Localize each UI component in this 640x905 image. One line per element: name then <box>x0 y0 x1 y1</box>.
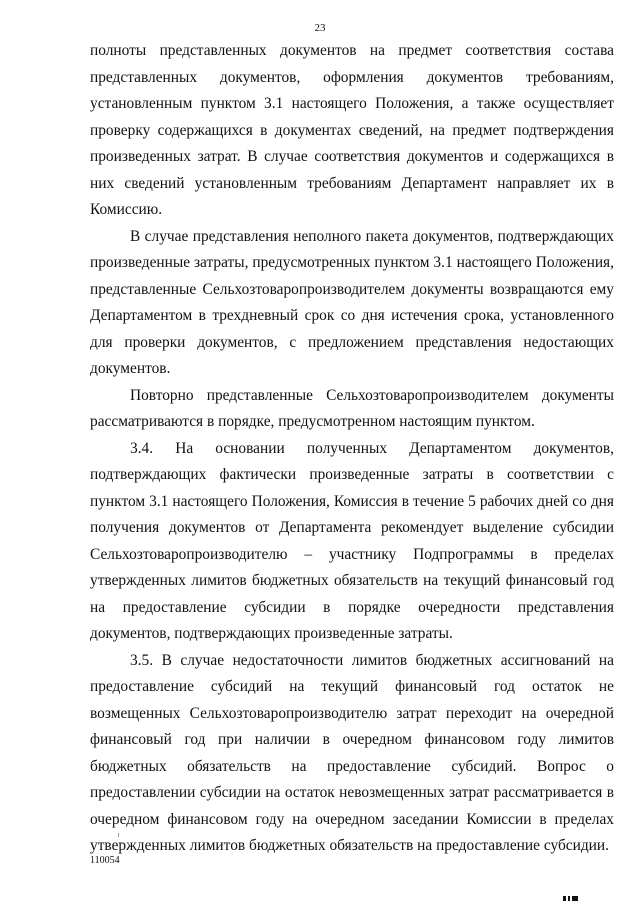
paragraph-incomplete-package: В случае представления неполного пакета документов, подтверждающих произведенные затраты, предусмотренных пунктом 3.1 настоящего Положения, представленные Сельхозтоваропроизводителем документы возвращаются ему Департаментом в трехдневный срок со дня истечения срока, установленного для проверки документов, с предложением представления недостающих документов. <box>90 227 614 377</box>
footer-code: 110054 <box>90 855 120 866</box>
paragraph-resubmission: Повторно представленные Сельхозтоваропроизводителем документы рассматриваются в порядке, предусмотренном настоящим пунктом. <box>90 386 614 430</box>
paragraph-continuation: полноты представленных документов на предмет соответствия состава представленных документов, оформления документов требованиям, установленным пунктом 3.1 настоящего Положения, а также осуществляет проверку содержащихся в документах сведений, на предмет подтверждения произведенных затрат. В случае соответствия документов и содержащихся в них сведений установленным требованиям Департамент направляет их в Комиссию. <box>90 42 614 218</box>
paragraph-3-5: 3.5. В случае недостаточности лимитов бюджетных ассигнований на предоставление субсидий на текущий финансовый год остаток не возмещенных Сельхозтоваропроизводителю затрат переходит на очередной финансовый год при наличии в очередном финансовом году лимитов бюджетных обязательств на предоставление субсидий. Вопрос о предоставлении субсидии на остаток невозмещенных затрат рассматривается в очередном финансовом году на очередном заседании Комиссии в пределах утвержденных лимитов бюджетных обязательств на предоставление субсидии. <box>90 651 614 854</box>
document-body <box>90 38 614 860</box>
paragraph-3-4: 3.4. На основании полученных Департаментом документов, подтверждающих фактически произведенные затраты в соответствии с пунктом 3.1 настоящего Положения, Комиссия в течение 5 рабочих дней со дня получения документов от Департамента рекомендует выделение субсидии Сельхозтоваропроизводителю – участнику Подпрограммы в пределах утвержденных лимитов бюджетных обязательств на текущий финансовый год на предоставление субсидии в порядке очередности представления документов, подтверждающих произведенные затраты. <box>90 439 614 642</box>
page-number: 23 <box>314 22 326 34</box>
scan-corner-mark <box>563 896 578 901</box>
margin-mark <box>118 833 119 837</box>
